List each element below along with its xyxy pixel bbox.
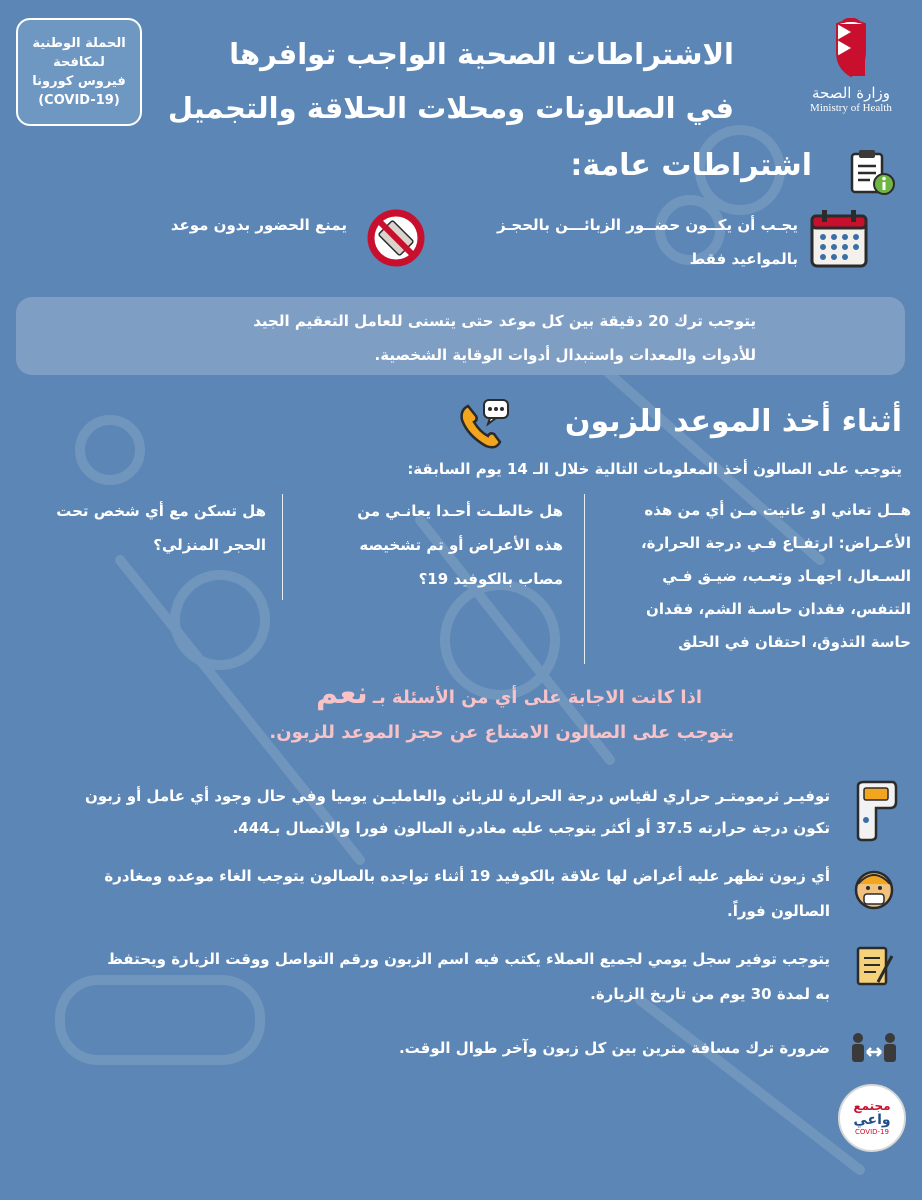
page-title-line-2: في الصالونات ومحلات الحلاقة والتجميل: [167, 91, 734, 125]
logo-tag: COVID-19: [855, 1127, 889, 1136]
appointment-intro: يتوجب على الصالون أخذ المعلومات التالية خلال الـ 14 يوم السابقة:: [407, 460, 902, 478]
campaign-line-4: (COVID-19): [38, 93, 120, 108]
yes-answer-line-1: [316, 676, 702, 711]
covid-campaign-box: [16, 18, 142, 126]
distance-icon: [850, 1030, 898, 1066]
bahrain-emblem-icon: [831, 18, 871, 78]
logo-line-2: واعي: [853, 1111, 891, 1128]
rule-symptoms-line-2: الصالون فوراً.: [727, 902, 830, 920]
rule-thermometer-line-1: توفيـر ثرمومتـر حراري لقياس درجة الحرارة للزبائن والعامليـن يوميا وفي حال وجود أي عامل أو زبون: [85, 787, 830, 805]
calendar-icon: [808, 208, 870, 270]
logo-line-1: مجتمع: [853, 1098, 891, 1113]
campaign-line-2: لمكافحة: [53, 55, 105, 70]
quarantine-q-line-1: هل تسكن مع أي شخص تحت: [56, 502, 266, 520]
rule-log-line-2: به لمدة 30 يوم من تاريخ الزيارة.: [590, 985, 830, 1003]
symptoms-q-line-3: السـعال، اجهـاد وتعـب، ضيـق فـي: [662, 567, 911, 585]
quarantine-q-line-2: الحجر المنزلي؟: [153, 536, 266, 554]
symptoms-q-line-2: الأعـراض: ارتفـاع فـي درجة الحرارة،: [640, 534, 911, 552]
rule-thermometer-line-2: تكون درجة حرارته 37.5 أو أكثر يتوجب عليه مغادرة الصالون فورا والاتصال بـ444.: [232, 819, 830, 837]
contact-q-line-1: هل خالطـت أحـدا يعانـي من: [357, 502, 563, 520]
rule-log-line-1: يتوجب توفير سجل يومي لجميع العملاء يكتب فيه اسم الزبون ورقم التواصل ووقت الزيارة ويحتفظ: [107, 950, 830, 968]
general-requirements-heading: اشتراطات عامة:: [570, 148, 812, 183]
contact-q-line-2: هذه الأعراض أو تم تشخيصه: [359, 536, 563, 554]
aware-community-logo: [838, 1084, 906, 1152]
no-walk-in-text: يمنع الحضور بدون موعد: [170, 216, 347, 234]
yes-word: نعم: [316, 676, 368, 711]
contact-question-column: [282, 494, 567, 600]
ministry-name-english: Ministry of Health: [810, 102, 892, 114]
page-title-line-1: الاشتراطات الصحية الواجب توافرها: [229, 37, 734, 71]
symptoms-q-line-5: حاسة التذوق، احتقان في الحلق: [678, 633, 911, 651]
yes-answer-prefix: اذا كانت الاجابة على أي من الأسئلة بـ: [372, 687, 702, 708]
yes-answer-line-2: يتوجب على الصالون الامتناع عن حجز الموعد للزبون.: [269, 722, 734, 743]
sanitize-interval-line-1: يتوجب ترك 20 دقيقة بين كل موعد حتى يتسنى للعامل التعقيم الجيد: [253, 312, 756, 330]
contact-q-line-3: مصاب بالكوفيد 19؟: [418, 570, 563, 588]
rule-distance-line-1: ضرورة ترك مسافة مترين بين كل زبون وآخر طوال الوقت.: [398, 1039, 830, 1057]
campaign-line-1: الحملة الوطنية: [32, 36, 126, 51]
clipboard-info-icon: [846, 148, 898, 196]
thermometer-icon: [850, 780, 898, 842]
ministry-logo: [792, 18, 910, 138]
log-book-icon: [852, 944, 896, 988]
appointment-heading: أثناء أخذ الموعد للزبون: [564, 404, 902, 439]
rule-symptoms-line-1: أي زبون تظهر عليه أعراض لها علاقة بالكوفيد 19 أثناء تواجده بالصالون يتوجب الغاء موعده ومغادرة: [104, 867, 830, 885]
campaign-line-3: فيروس كورونا: [32, 74, 126, 89]
prohibited-icon: [366, 208, 426, 268]
symptoms-q-line-4: التنفس، فقدان حاسـة الشم، فقدان: [646, 600, 911, 618]
symptoms-question-column: [584, 494, 911, 664]
booking-required-line-2: بالمواعيد فقط: [689, 250, 798, 268]
quarantine-question-column: [16, 494, 266, 566]
sick-person-icon: [852, 866, 896, 914]
ministry-name-arabic: وزارة الصحة: [812, 84, 890, 102]
phone-chat-icon: [456, 396, 512, 452]
symptoms-q-line-1: هــل تعاني او عانيت مـن أي من هذه: [644, 501, 911, 519]
sanitize-interval-line-2: للأدوات والمعدات واستبدال أدوات الوقاية الشخصية.: [374, 346, 756, 364]
booking-required-line-1: يجـب أن يكــون حضــور الزبائـــن بالحجـز: [496, 216, 798, 234]
